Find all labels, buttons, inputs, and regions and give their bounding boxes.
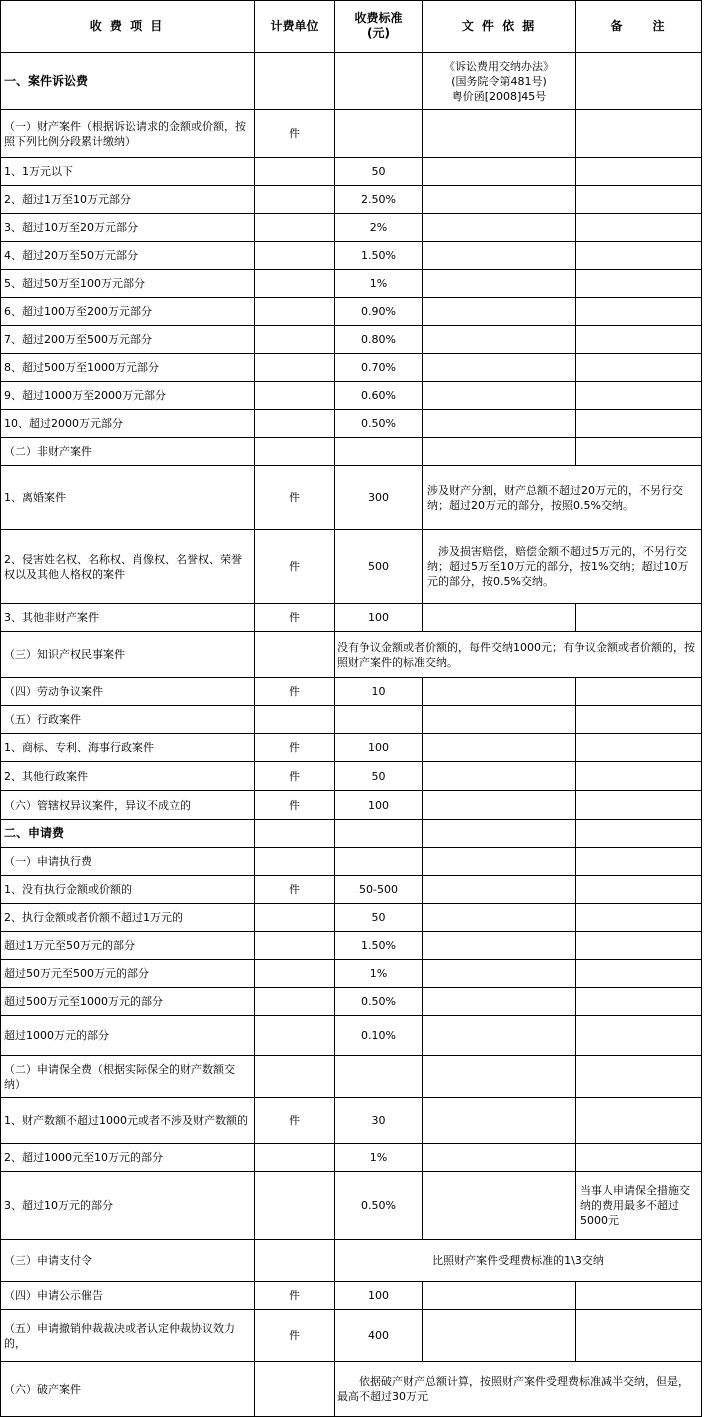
row-standard-cell: 50 [335, 158, 423, 186]
row-item-cell: （四）申请公示催告 [0, 1282, 255, 1310]
row-basis-cell [423, 158, 576, 186]
row-item-cell: 2、执行金额或者价额不超过1万元的 [0, 904, 255, 932]
row-item-cell: 1、财产数额不超过1000元或者不涉及财产数额的 [0, 1098, 255, 1144]
row-basis-merged-cell: 涉及财产分割，财产总额不超过20万元的，不另行交纳；超过20万元的部分，按照0.5%交纳。 [423, 466, 702, 530]
row-unit-cell [255, 1056, 335, 1098]
row-item-cell: （六）管辖权异议案件，异议不成立的 [0, 791, 255, 820]
row-remark-cell [576, 1056, 702, 1098]
row-remark-cell [576, 1144, 702, 1172]
row-unit-cell: 件 [255, 110, 335, 158]
row-unit-cell: 件 [255, 762, 335, 791]
row-unit-cell [255, 53, 335, 110]
row-item-cell: 3、其他非财产案件 [0, 604, 255, 632]
row-standard-cell: 0.80% [335, 326, 423, 354]
row-standard-cell [335, 848, 423, 876]
row-remark-cell [576, 932, 702, 960]
row-item-cell: 一、案件诉讼费 [0, 53, 255, 110]
row-standard-cell: 100 [335, 734, 423, 762]
row-standard-cell: 50 [335, 904, 423, 932]
row-standard-cell: 2.50% [335, 186, 423, 214]
row-basis-cell [423, 110, 576, 158]
row-basis-cell [423, 326, 576, 354]
row-basis-cell: 《诉讼费用交纳办法》 (国务院令第481号) 粤价函[2008]45号 [423, 53, 576, 110]
row-basis-cell [423, 1056, 576, 1098]
row-standard-cell: 50-500 [335, 876, 423, 904]
row-unit-cell [255, 326, 335, 354]
row-item-cell: 超过50万元至500万元的部分 [0, 960, 255, 988]
row-item-cell: 1、1万元以下 [0, 158, 255, 186]
row-basis-merged-cell: 涉及损害赔偿，赔偿金额不超过5万元的，不另行交纳；超过5万至10万元的部分，按1%交纳；超过10万元的部分，按0.5%交纳。 [423, 530, 702, 604]
row-basis-cell [423, 298, 576, 326]
row-remark-cell [576, 1310, 702, 1362]
row-remark-cell [576, 904, 702, 932]
row-basis-cell [423, 382, 576, 410]
row-basis-cell [423, 734, 576, 762]
row-item-cell: 8、超过500万至1000万元部分 [0, 354, 255, 382]
row-item-cell: 超过1000万元的部分 [0, 1016, 255, 1056]
row-unit-cell [255, 438, 335, 466]
row-remark-cell [576, 876, 702, 904]
row-remark-cell [576, 270, 702, 298]
row-standard-merged-cell: 比照财产案件受理费标准的1\3交纳 [335, 1240, 702, 1282]
row-standard-cell: 30 [335, 1098, 423, 1144]
row-unit-cell [255, 186, 335, 214]
row-item-cell: 1、商标、专利、海事行政案件 [0, 734, 255, 762]
row-unit-cell [255, 960, 335, 988]
row-remark-cell [576, 1098, 702, 1144]
row-basis-cell [423, 820, 576, 848]
row-unit-cell: 件 [255, 466, 335, 530]
row-remark-cell [576, 298, 702, 326]
row-basis-cell [423, 1098, 576, 1144]
row-unit-cell [255, 904, 335, 932]
row-unit-cell: 件 [255, 1098, 335, 1144]
row-unit-cell [255, 1172, 335, 1240]
row-basis-cell [423, 848, 576, 876]
row-standard-cell: 0.70% [335, 354, 423, 382]
row-remark-cell [576, 791, 702, 820]
row-unit-cell: 件 [255, 1310, 335, 1362]
row-unit-cell [255, 410, 335, 438]
row-remark-cell [576, 960, 702, 988]
row-unit-cell: 件 [255, 604, 335, 632]
row-item-cell: （一）申请执行费 [0, 848, 255, 876]
header-unit: 计费单位 [255, 0, 335, 53]
row-unit-cell: 件 [255, 791, 335, 820]
row-standard-cell: 300 [335, 466, 423, 530]
row-basis-cell [423, 960, 576, 988]
row-unit-cell [255, 988, 335, 1016]
row-item-cell: 1、离婚案件 [0, 466, 255, 530]
row-remark-cell [576, 762, 702, 791]
row-basis-cell [423, 1144, 576, 1172]
row-basis-cell [423, 1282, 576, 1310]
row-item-cell: 二、申请费 [0, 820, 255, 848]
row-remark-cell [576, 438, 702, 466]
row-item-cell: （一）财产案件（根据诉讼请求的金额或价额，按照下列比例分段累计缴纳） [0, 110, 255, 158]
row-unit-cell [255, 932, 335, 960]
row-remark-cell [576, 110, 702, 158]
row-unit-cell [255, 848, 335, 876]
row-standard-cell [335, 438, 423, 466]
row-unit-cell [255, 214, 335, 242]
row-unit-cell: 件 [255, 734, 335, 762]
row-remark-cell [576, 214, 702, 242]
row-item-cell: 5、超过50万至100万元部分 [0, 270, 255, 298]
row-item-cell: 2、超过1万至10万元部分 [0, 186, 255, 214]
row-item-cell: （三）知识产权民事案件 [0, 632, 255, 678]
row-remark-cell [576, 820, 702, 848]
row-basis-cell [423, 214, 576, 242]
row-standard-cell [335, 1056, 423, 1098]
row-item-cell: 2、超过1000元至10万元的部分 [0, 1144, 255, 1172]
row-standard-cell: 1% [335, 960, 423, 988]
row-basis-cell [423, 1310, 576, 1362]
row-standard-cell: 0.10% [335, 1016, 423, 1056]
row-basis-cell [423, 988, 576, 1016]
row-item-cell: 3、超过10万至20万元部分 [0, 214, 255, 242]
row-basis-cell [423, 876, 576, 904]
row-remark-cell [576, 382, 702, 410]
row-item-cell: 2、其他行政案件 [0, 762, 255, 791]
row-item-cell: 9、超过1000万至2000万元部分 [0, 382, 255, 410]
row-basis-cell [423, 706, 576, 734]
row-basis-cell [423, 1172, 576, 1240]
row-standard-merged-cell: 没有争议金额或者价额的，每件交纳1000元；有争议金额或者价额的，按照财产案件的标准交纳。 [335, 632, 702, 678]
row-item-cell: 超过1万元至50万元的部分 [0, 932, 255, 960]
row-unit-cell [255, 1362, 335, 1417]
row-unit-cell [255, 1240, 335, 1282]
row-standard-cell [335, 53, 423, 110]
row-basis-cell [423, 242, 576, 270]
row-unit-cell [255, 242, 335, 270]
row-standard-cell: 100 [335, 1282, 423, 1310]
row-standard-cell: 1% [335, 270, 423, 298]
row-remark-cell [576, 848, 702, 876]
row-item-cell: （四）劳动争议案件 [0, 678, 255, 706]
row-unit-cell: 件 [255, 876, 335, 904]
row-unit-cell [255, 270, 335, 298]
row-standard-cell [335, 110, 423, 158]
header-remark: 备 注 [576, 0, 702, 53]
row-standard-cell: 0.50% [335, 410, 423, 438]
row-basis-cell [423, 604, 576, 632]
row-remark-cell [576, 678, 702, 706]
row-standard-cell: 100 [335, 604, 423, 632]
row-item-cell: （二）申请保全费（根据实际保全的财产数额交纳） [0, 1056, 255, 1098]
row-unit-cell [255, 1144, 335, 1172]
row-item-cell: （五）申请撤销仲裁裁决或者认定仲裁协议效力的， [0, 1310, 255, 1362]
row-standard-cell: 0.90% [335, 298, 423, 326]
row-unit-cell [255, 158, 335, 186]
row-remark-cell [576, 53, 702, 110]
row-basis-cell [423, 186, 576, 214]
row-item-cell: 6、超过100万至200万元部分 [0, 298, 255, 326]
row-item-cell: （五）行政案件 [0, 706, 255, 734]
row-basis-cell [423, 678, 576, 706]
row-standard-cell: 500 [335, 530, 423, 604]
row-remark-cell [576, 1282, 702, 1310]
row-basis-cell [423, 1016, 576, 1056]
row-standard-cell [335, 706, 423, 734]
row-unit-cell [255, 632, 335, 678]
row-remark-cell [576, 158, 702, 186]
row-item-cell: 4、超过20万至50万元部分 [0, 242, 255, 270]
row-item-cell: 10、超过2000万元部分 [0, 410, 255, 438]
row-item-cell: （六）破产案件 [0, 1362, 255, 1417]
row-standard-cell: 0.50% [335, 988, 423, 1016]
row-item-cell: （二）非财产案件 [0, 438, 255, 466]
row-standard-cell: 0.60% [335, 382, 423, 410]
row-item-cell: 1、没有执行金额或价额的 [0, 876, 255, 904]
row-unit-cell [255, 298, 335, 326]
row-remark-cell [576, 354, 702, 382]
header-basis: 文 件 依 据 [423, 0, 576, 53]
row-basis-cell [423, 904, 576, 932]
row-remark-cell [576, 604, 702, 632]
row-basis-cell [423, 410, 576, 438]
row-standard-merged-cell: 依据破产财产总额计算，按照财产案件受理费标准减半交纳，但是，最高不超过30万元 [335, 1362, 702, 1417]
row-unit-cell [255, 706, 335, 734]
row-remark-cell [576, 734, 702, 762]
row-standard-cell: 100 [335, 791, 423, 820]
row-unit-cell [255, 820, 335, 848]
row-remark-cell [576, 706, 702, 734]
row-unit-cell: 件 [255, 530, 335, 604]
row-remark-cell [576, 1016, 702, 1056]
row-item-cell: 3、超过10万元的部分 [0, 1172, 255, 1240]
row-basis-cell [423, 354, 576, 382]
row-basis-cell [423, 791, 576, 820]
row-unit-cell: 件 [255, 678, 335, 706]
row-standard-cell: 1.50% [335, 932, 423, 960]
row-basis-cell [423, 762, 576, 791]
row-standard-cell: 50 [335, 762, 423, 791]
row-standard-cell: 400 [335, 1310, 423, 1362]
row-basis-cell [423, 270, 576, 298]
row-basis-cell [423, 438, 576, 466]
row-unit-cell: 件 [255, 1282, 335, 1310]
row-item-cell: 超过500万元至1000万元的部分 [0, 988, 255, 1016]
row-unit-cell [255, 354, 335, 382]
header-item: 收 费 项 目 [0, 0, 255, 53]
row-standard-cell: 1.50% [335, 242, 423, 270]
row-remark-cell [576, 242, 702, 270]
row-remark-cell: 当事人申请保全措施交纳的费用最多不超过5000元 [576, 1172, 702, 1240]
row-remark-cell [576, 326, 702, 354]
row-unit-cell [255, 1016, 335, 1056]
row-remark-cell [576, 186, 702, 214]
row-standard-cell: 0.50% [335, 1172, 423, 1240]
row-unit-cell [255, 382, 335, 410]
row-standard-cell [335, 820, 423, 848]
row-item-cell: 2、侵害姓名权、名称权、肖像权、名誉权、荣誉权以及其他人格权的案件 [0, 530, 255, 604]
header-standard: 收费标准 (元) [335, 0, 423, 53]
row-basis-cell [423, 932, 576, 960]
row-standard-cell: 1% [335, 1144, 423, 1172]
row-remark-cell [576, 988, 702, 1016]
row-remark-cell [576, 410, 702, 438]
row-standard-cell: 2% [335, 214, 423, 242]
row-standard-cell: 10 [335, 678, 423, 706]
row-item-cell: （三）申请支付令 [0, 1240, 255, 1282]
row-item-cell: 7、超过200万至500万元部分 [0, 326, 255, 354]
